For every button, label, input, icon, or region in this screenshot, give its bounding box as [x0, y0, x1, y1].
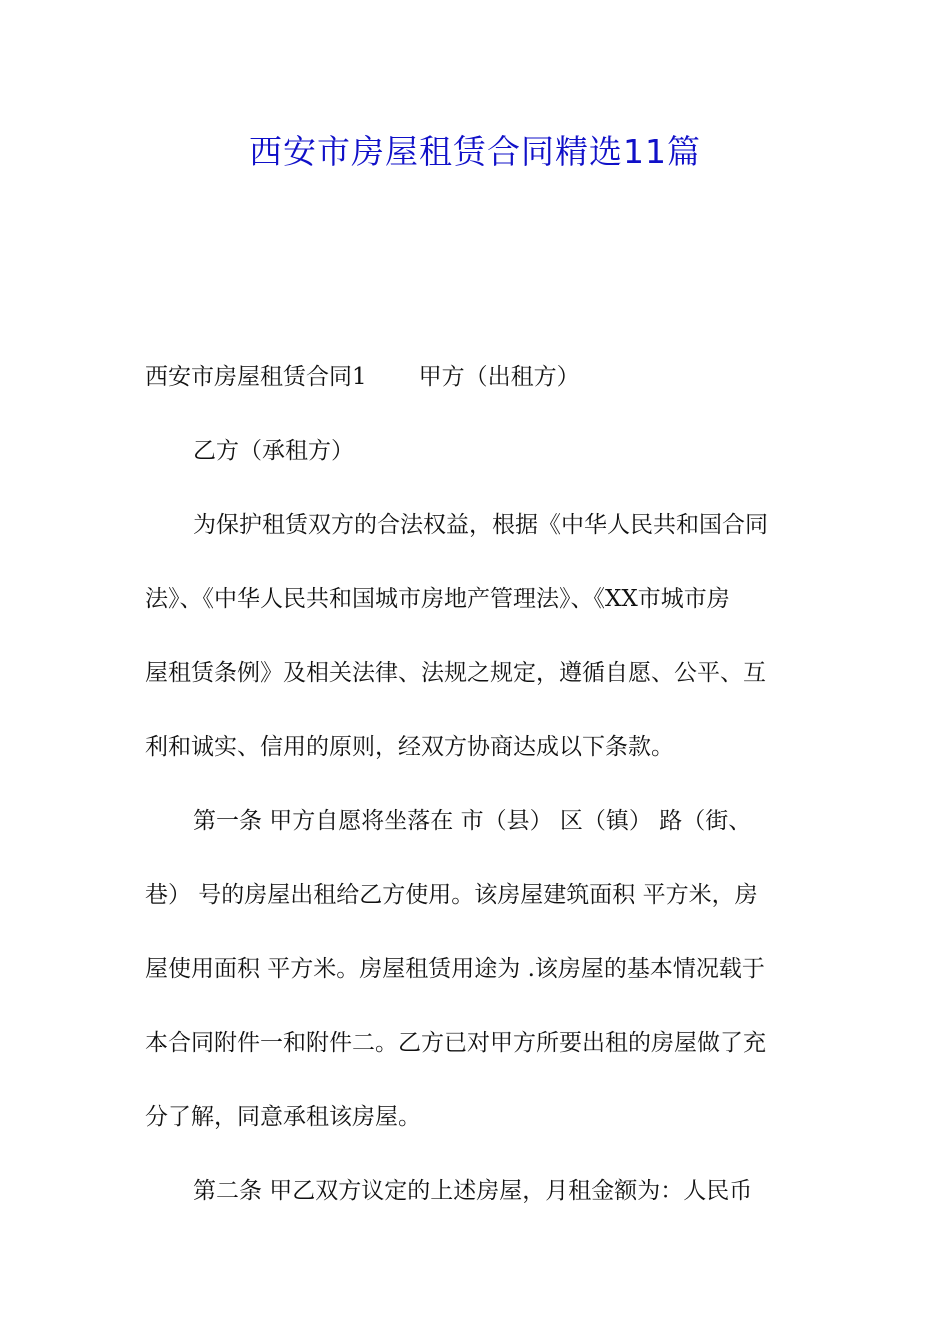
paragraph-line: 利和诚实、信用的原则，经双方协商达成以下条款。: [145, 734, 674, 760]
article-2-line: 第二条 甲乙双方议定的上述房屋，月租金额为：人民币: [193, 1178, 753, 1204]
paragraph-line: 屋租赁条例》及相关法律、法规之规定，遵循自愿、公平、互: [145, 660, 766, 686]
party-b-line: 乙方（承租方）: [193, 438, 354, 464]
paragraph-line: 本合同附件一和附件二。乙方已对甲方所要出租的房屋做了充: [145, 1030, 766, 1056]
paragraph-line: 法》、《中华人民共和国城市房地产管理法》、《XX市城市房: [145, 586, 730, 612]
contract-heading-line: [145, 340, 810, 414]
document-title: 西安市房屋租赁合同精选11篇: [249, 132, 701, 171]
paragraph-line: 屋使用面积 平方米。房屋租赁用途为 .该房屋的基本情况载于: [145, 956, 765, 982]
paragraph-line: 巷） 号的房屋出租给乙方使用。该房屋建筑面积 平方米，房: [145, 882, 758, 908]
paragraph-line: 分了解，同意承租该房屋。: [145, 1104, 421, 1130]
party-a-label: 甲方（出租方）: [418, 364, 580, 390]
article-1-line: 第一条 甲方自愿将坐落在 市（县） 区（镇） 路（街、: [193, 808, 752, 834]
paragraph-line: 为保护租赁双方的合法权益，根据《中华人民共和国合同: [193, 512, 768, 538]
contract-body: [145, 340, 810, 1228]
contract-name: 西安市房屋租赁合同1: [145, 364, 367, 390]
